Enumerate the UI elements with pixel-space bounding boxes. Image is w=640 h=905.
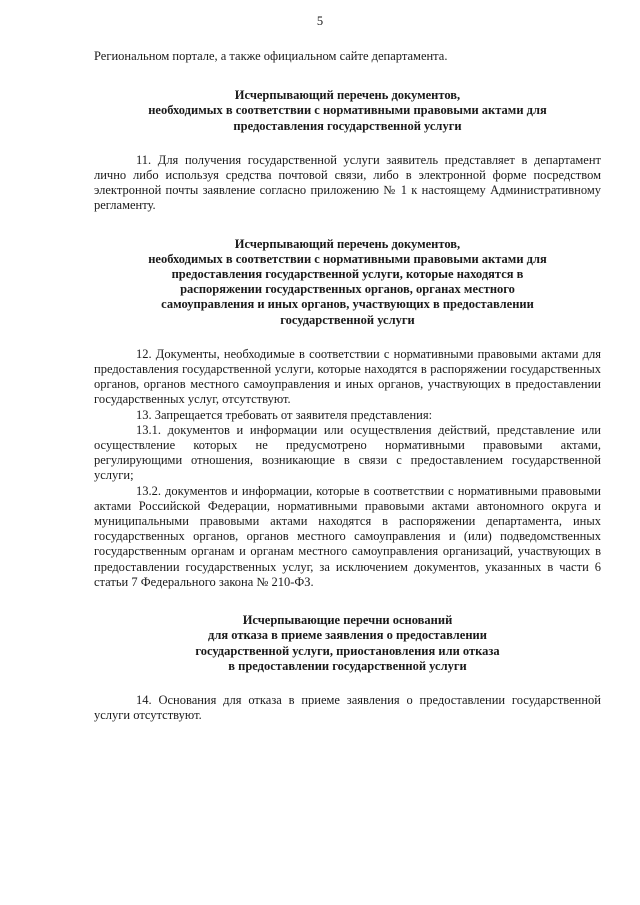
- heading-line: государственной услуги, приостановления или отказа: [195, 643, 500, 658]
- heading-line: самоуправления и иных органов, участвующих в предоставлении: [161, 297, 534, 312]
- paragraph-14: 14. Основания для отказа в приеме заявления о предоставлении государственной услуги отсутствуют.: [94, 692, 601, 723]
- heading-line: Исчерпывающий перечень документов,: [234, 236, 461, 251]
- paragraph-11: 11. Для получения государственной услуги заявитель представляет в департамент лично либо используя средства почтовой связи, либо в электронной форме посредством электронной почты заявление согласно приложению № 1 к настоящему Административному регламенту.: [94, 152, 601, 213]
- intro-line: Региональном портале, а также официальном сайте департамента.: [94, 49, 448, 63]
- paragraph-13-1: 13.1. документов и информации или осуществления действий, представление или осуществление которых не предусмотрено нормативными правовыми актами, регулирующими отношения, возникающие в связи с предоставлением государственной услуги;: [94, 422, 601, 483]
- heading-line: необходимых в соответствии с нормативными правовыми актами для: [148, 251, 547, 266]
- page-content: [94, 49, 601, 723]
- paragraph-13: 13. Запрещается требовать от заявителя представления:: [136, 407, 433, 422]
- paragraph-12: 12. Документы, необходимые в соответствии с нормативными правовыми актами для предоставления государственной услуги, которые находятся в распоряжении государственных органов, органов местного самоуправления и иных органов, участвующих в предоставлении государственных услуг, отсутствуют.: [94, 346, 601, 407]
- heading-line: Исчерпывающие перечни оснований: [242, 613, 453, 628]
- page-number: 5: [316, 14, 324, 28]
- heading-line: предоставления государственной услуги, которые находятся в: [171, 267, 524, 282]
- section-heading-documents: [94, 88, 601, 134]
- heading-line: Исчерпывающий перечень документов,: [234, 88, 461, 103]
- section-heading-refusal-grounds: [94, 613, 601, 674]
- heading-line: для отказа в приеме заявления о предоставлении: [208, 628, 487, 643]
- heading-line: в предоставлении государственной услуги: [228, 658, 467, 673]
- heading-line: предоставления государственной услуги: [233, 118, 462, 133]
- heading-line: необходимых в соответствии с нормативными правовыми актами для: [148, 103, 547, 118]
- paragraph-13-2: 13.2. документов и информации, которые в соответствии с нормативными правовыми актами Российской Федерации, нормативными правовыми актами автономного округа и муниципальными правовыми актами находятся в распоряжении департамента, иных государственных органов, органов местного самоуправления и (или) подведомственных государственным органам и органам местного самоуправления организаций, участвующих в предоставлении государственных услуг, за исключением документов, указанных в части 6 статьи 7 Федерального закона № 210-ФЗ.: [94, 483, 601, 589]
- heading-line: государственной услуги: [280, 312, 415, 327]
- heading-line: распоряжении государственных органов, органах местного: [180, 282, 515, 297]
- section-heading-documents-other-bodies: [94, 237, 601, 328]
